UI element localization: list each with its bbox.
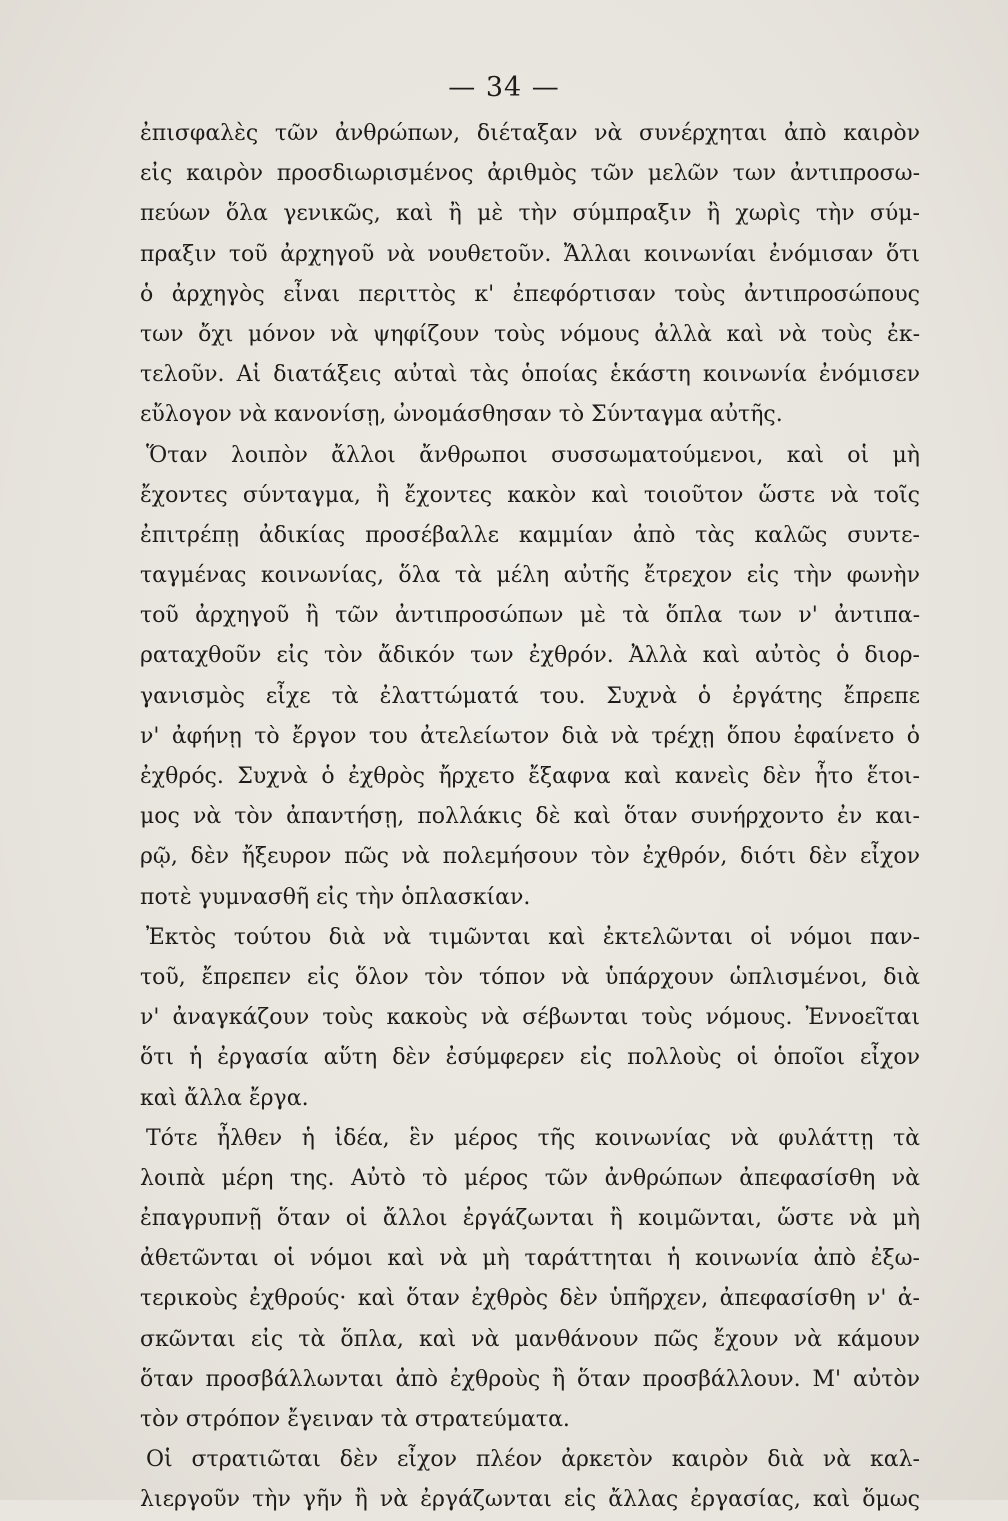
text-line: τερικοὺς ἐχθρούς· καὶ ὅταν ἐχθρὸς δὲν ὑπῆρχεν, ἀπεφασίσθη ν' ἀ-	[140, 1286, 920, 1312]
text-line: μος νὰ τὸν ἀπαντήσῃ, πολλάκις δὲ καὶ ὅταν συνήρχοντο ἐν και-	[140, 804, 920, 830]
text-line: τοῦ, ἔπρεπεν εἰς ὅλον τὸν τόπον νὰ ὑπάρχουν ὡπλισμένοι, διὰ	[140, 964, 920, 990]
page-number: — 34 —	[448, 72, 560, 103]
text-line: ἐπαγρυπνῇ ὅταν οἱ ἄλλοι ἐργάζωνται ἢ κοιμῶνται, ὥστε νὰ μὴ	[140, 1206, 920, 1232]
text-line: λοιπὰ μέρη της. Αὐτὸ τὸ μέρος τῶν ἀνθρώπων ἀπεφασίσθη νὰ	[140, 1165, 920, 1191]
body-text	[140, 114, 920, 1521]
text-line: Ἐκτὸς τούτου διὰ νὰ τιμῶνται καὶ ἐκτελῶνται οἱ νόμοι παν-	[146, 924, 920, 950]
text-line: Τότε ἦλθεν ἡ ἰδέα, ἓν μέρος τῆς κοινωνίας νὰ φυλάττῃ τὰ	[146, 1125, 920, 1151]
text-line: καὶ ἄλλα ἔργα.	[140, 1085, 309, 1111]
text-line: των ὄχι μόνον νὰ ψηφίζουν τοὺς νόμους ἀλλὰ καὶ νὰ τοὺς ἐκ-	[140, 321, 920, 347]
text-line: ν' ἀφήνῃ τὸ ἔργον του ἀτελείωτον διὰ νὰ τρέχῃ ὅπου ἐφαίνετο ὁ	[140, 723, 920, 749]
text-line: ἐπιτρέπῃ ἀδικίας προσέβαλλε καμμίαν ἀπὸ τὰς καλῶς συντε-	[140, 522, 920, 548]
text-line: Ὅταν λοιπὸν ἄλλοι ἄνθρωποι συσσωματούμενοι, καὶ οἱ μὴ	[146, 442, 920, 468]
text-line: ἐπισφαλὲς τῶν ἀνθρώπων, διέταξαν νὰ συνέρχηται ἀπὸ καιρὸν	[140, 121, 920, 146]
text-line: ταγμένας κοινωνίας, ὅλα τὰ μέλη αὐτῆς ἔτρεχον εἰς τὴν φωνὴν	[140, 563, 920, 589]
text-line: ὁ ἀρχηγὸς εἶναι περιττὸς κ' ἐπεφόρτισαν τοὺς ἀντιπροσώπους	[140, 281, 920, 307]
text-line: ν' ἀναγκάζουν τοὺς κακοὺς νὰ σέβωνται τοὺς νόμους. Ἐννοεῖται	[140, 1005, 920, 1031]
text-line: ποτὲ γυμνασθῆ εἰς τὴν ὁπλασκίαν.	[140, 884, 531, 910]
text-line: λιεργοῦν τὴν γῆν ἢ νὰ ἐργάζωνται εἰς ἄλλας ἐργασίας, καὶ ὅμως	[140, 1487, 920, 1513]
text-line: γανισμὸς εἶχε τὰ ἐλαττώματά του. Συχνὰ ὁ ἐργάτης ἔπρεπε	[140, 683, 920, 709]
text-line: εἰς καιρὸν προσδιωρισμένος ἀριθμὸς τῶν μελῶν των ἀντιπροσω-	[140, 161, 920, 187]
text-line: εὔλογον νὰ κανονίσῃ, ὠνομάσθησαν τὸ Σύνταγμα αὐτῆς.	[140, 402, 783, 428]
text-line: πεύων ὅλα γενικῶς, καὶ ἢ μὲ τὴν σύμπραξιν ἢ χωρὶς τὴν σύμ-	[140, 201, 920, 227]
text-line: ἔχοντες σύνταγμα, ἢ ἔχοντες κακὸν καὶ τοιοῦτον ὥστε νὰ τοῖς	[140, 482, 920, 508]
text-line: τοῦ ἀρχηγοῦ ἢ τῶν ἀντιπροσώπων μὲ τὰ ὅπλα των ν' ἀντιπα-	[140, 603, 920, 629]
text-line: ἐχθρός. Συχνὰ ὁ ἐχθρὸς ἤρχετο ἔξαφνα καὶ κανεὶς δὲν ἦτο ἕτοι-	[140, 764, 920, 789]
text-line: τελοῦν. Αἱ διατάξεις αὐταὶ τὰς ὁποίας ἑκάστη κοινωνία ἐνόμισεν	[140, 362, 920, 388]
text-line: Οἱ στρατιῶται δὲν εἶχον πλέον ἀρκετὸν καιρὸν διὰ νὰ καλ-	[146, 1447, 920, 1473]
text-line: ρῷ, δὲν ἤξευρον πῶς νὰ πολεμήσουν τὸν ἐχθρόν, διότι δὲν εἶχον	[140, 844, 920, 870]
text-line: ὅταν προσβάλλωνται ἀπὸ ἐχθροὺς ἢ ὅταν προσβάλλουν. Μ' αὐτὸν	[140, 1366, 920, 1392]
text-line: ἀθετῶνται οἱ νόμοι καὶ νὰ μὴ ταράττηται ἡ κοινωνία ἀπὸ ἐξω-	[140, 1246, 920, 1272]
text-line: σκῶνται εἰς τὰ ὅπλα, καὶ νὰ μανθάνουν πῶς ἔχουν νὰ κάμουν	[140, 1326, 920, 1352]
text-line: πραξιν τοῦ ἀρχηγοῦ νὰ νουθετοῦν. Ἄλλαι κοινωνίαι ἐνόμισαν ὅτι	[140, 241, 920, 267]
text-line: ὅτι ἡ ἐργασία αὕτη δὲν ἐσύμφερεν εἰς πολλοὺς οἱ ὁποῖοι εἶχον	[140, 1045, 920, 1071]
text-line: τὸν στρόπον ἔγειναν τὰ στρατεύματα.	[140, 1407, 570, 1432]
text-line: ραταχθοῦν εἰς τὸν ἄδικόν των ἐχθρόν. Ἀλλὰ καὶ αὐτὸς ὁ διορ-	[140, 643, 920, 669]
